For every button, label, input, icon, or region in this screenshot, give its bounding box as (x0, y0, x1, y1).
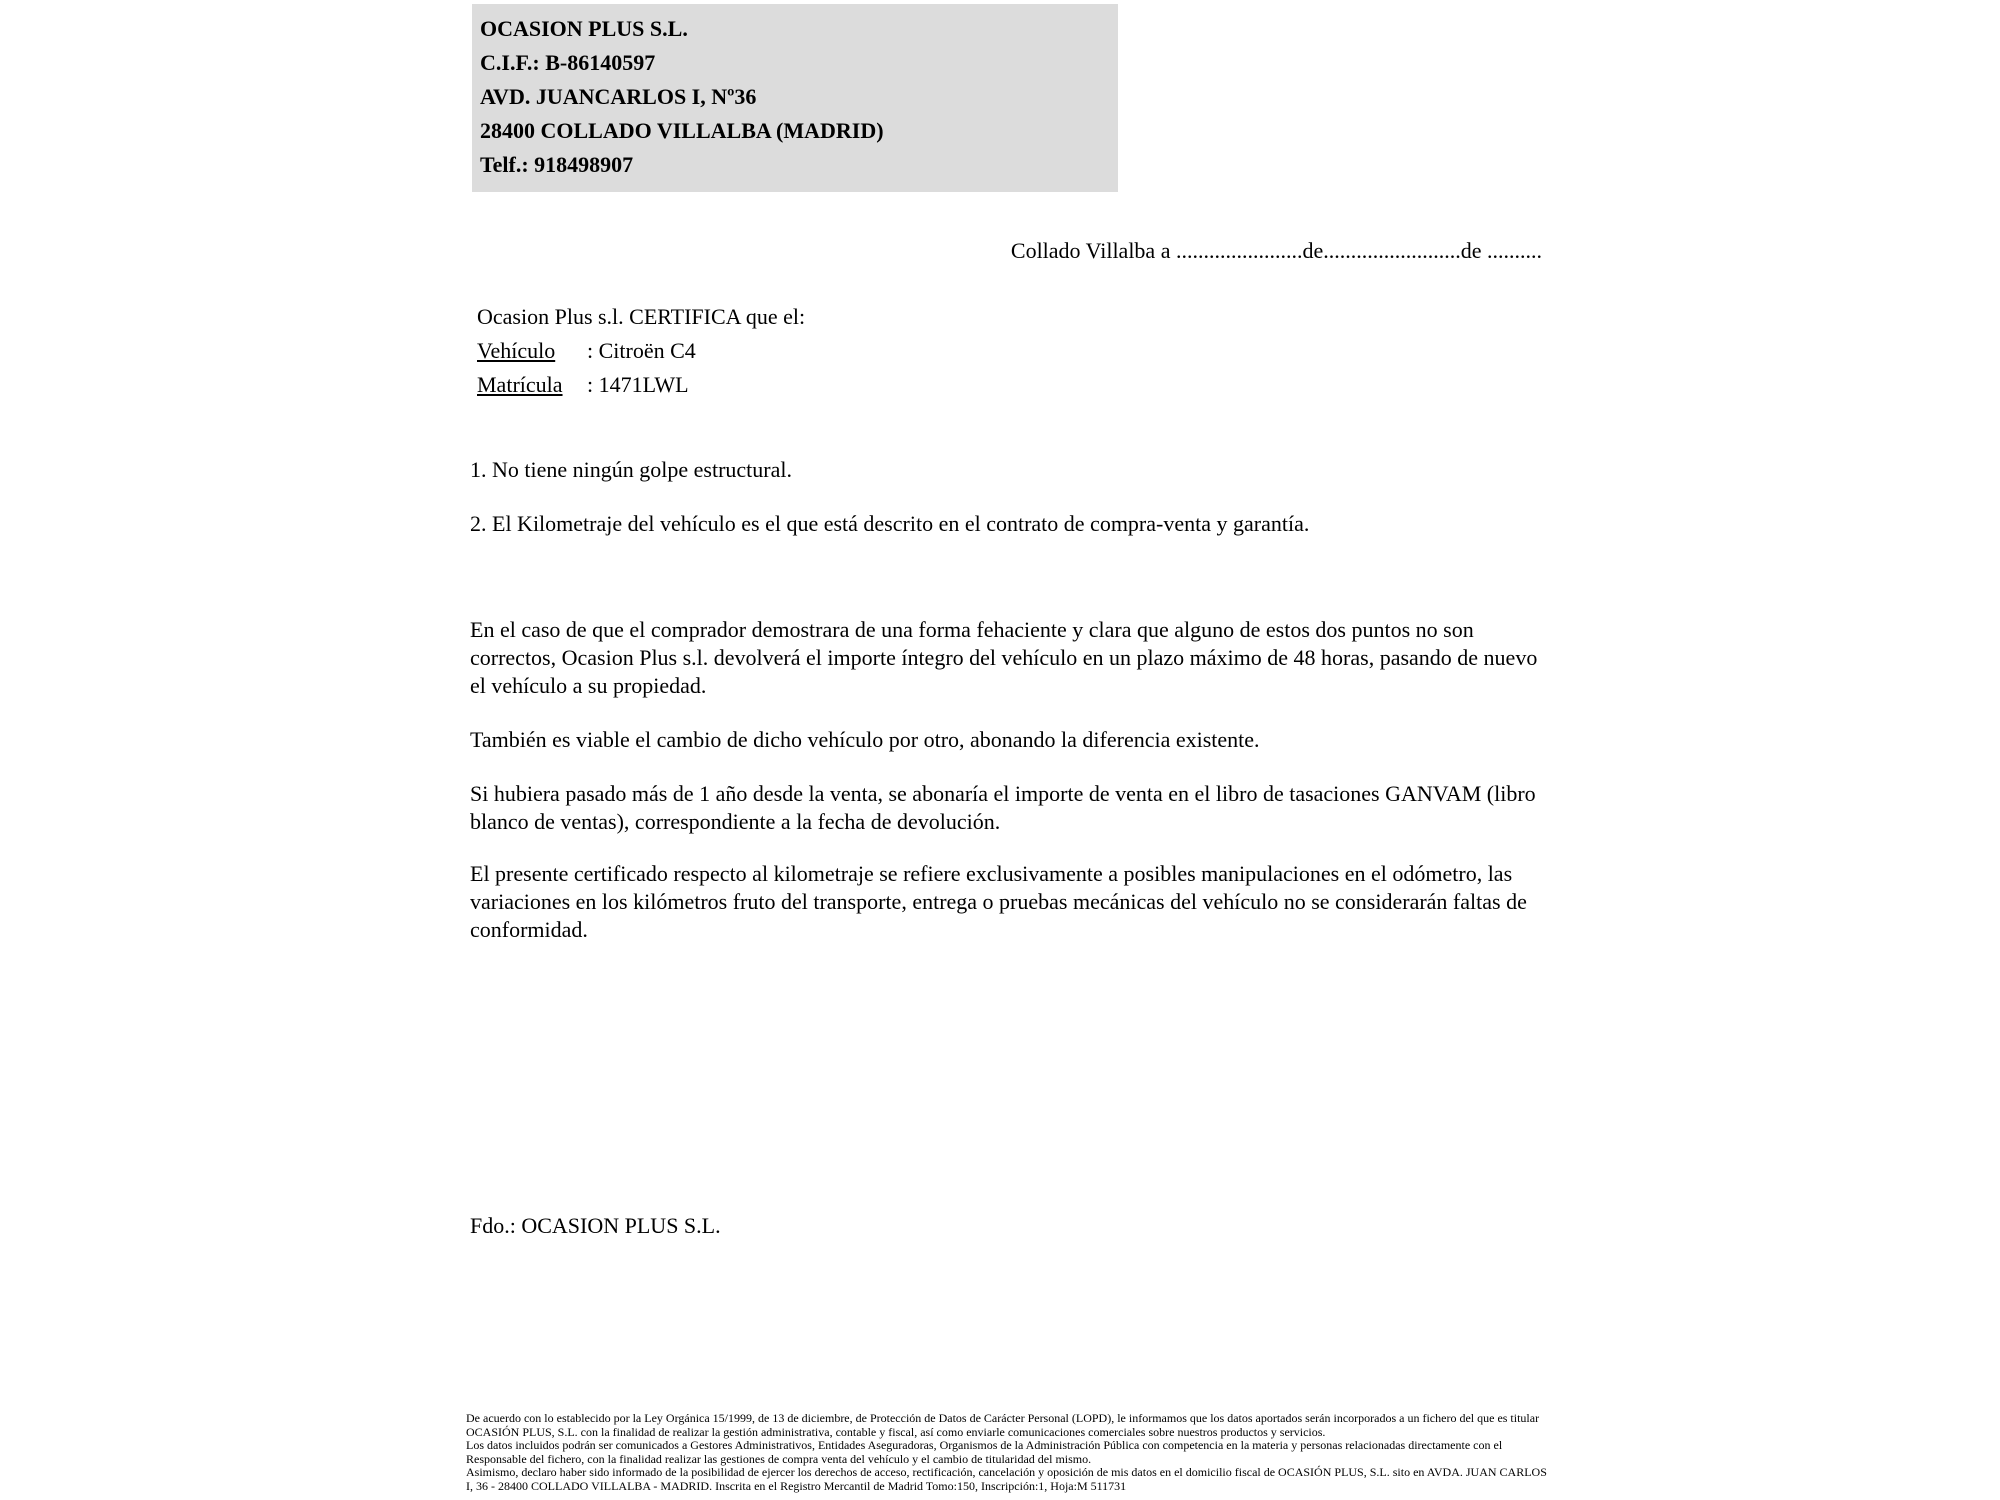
paragraph-ganvam-valuation: Si hubiera pasado más de 1 año desde la venta, se abonaría el importe de venta en el libro de tasaciones GANVAM (libro blanco de ventas), correspondiente a la fecha de devolución. (470, 781, 1536, 834)
paragraph-refund-terms: En el caso de que el comprador demostrara de una forma fehaciente y clara que alguno de estos dos puntos no son correctos, Ocasion Plus s.l. devolverá el importe íntegro del vehículo en un plazo máximo de 48 horas, pasando de nuevo el vehículo a su propiedad. (470, 617, 1538, 698)
plate-value: : 1471LWL (587, 372, 689, 397)
company-cif: C.I.F.: B-86140597 (480, 50, 656, 75)
letterhead (472, 4, 1118, 192)
legal-footer (466, 1412, 1552, 1493)
vehicle-row (477, 334, 805, 368)
plate-label: Matrícula (477, 372, 563, 397)
paragraph-odometer-disclaimer: El presente certificado respecto al kilometraje se refiere exclusivamente a posibles manipulaciones en el odómetro, las variaciones en los kilómetros fruto del transporte, entrega o pruebas mecánicas del vehículo no se considerarán faltas de conformidad. (470, 861, 1527, 942)
date-line: Collado Villalba a .......................de.........................de .......... (1010, 238, 1542, 263)
company-name: OCASION PLUS S.L. (480, 16, 688, 41)
certify-intro: Ocasion Plus s.l. CERTIFICA que el: (477, 304, 806, 329)
certified-point-1: 1. No tiene ningún golpe estructural. (470, 457, 792, 482)
plate-row (477, 368, 805, 402)
legal-paragraph-data-sharing: Los datos incluidos podrán ser comunicados a Gestores Administrativos, Entidades Aseguradoras, Organismos de la Administración Pública con competencia en la materia y personas relacionadas directamente con el Responsable del fichero, con la finalidad realizar las gestiones de compra venta del vehículo y el cambio de titularidad del mismo. (466, 1438, 1503, 1466)
company-address: AVD. JUANCARLOS I, Nº36 (480, 84, 757, 109)
paragraph-exchange-option: También es viable el cambio de dicho vehículo por otro, abonando la diferencia existente. (470, 727, 1260, 752)
legal-paragraph-rights: Asimismo, declaro haber sido informado de la posibilidad de ejercer los derechos de acceso, rectificación, cancelación y oposición de mis datos en el domicilio fiscal de OCASIÓN PLUS, S.L. sito en AVDA. JUAN CARLOS I, 36 - 28400 COLLADO VILLALBA - MADRID. Inscrita en el Registro Mercantil de Madrid Tomo:150, Inscripción:1, Hoja:M 511731 (466, 1465, 1547, 1493)
vehicle-label: Vehículo (477, 338, 556, 363)
company-phone: Telf.: 918498907 (480, 152, 634, 177)
signature-line: Fdo.: OCASION PLUS S.L. (470, 1213, 721, 1238)
certification-block (477, 300, 805, 402)
vehicle-value: : Citroën C4 (587, 338, 696, 363)
company-city: 28400 COLLADO VILLALBA (MADRID) (480, 118, 884, 143)
certified-point-2: 2. El Kilometraje del vehículo es el que está descrito en el contrato de compra-venta y garantía. (470, 511, 1310, 536)
legal-paragraph-lopd: De acuerdo con lo establecido por la Ley Orgánica 15/1999, de 13 de diciembre, de Protección de Datos de Carácter Personal (LOPD), le informamos que los datos aportados serán incorporados a un fichero del que es titular OCASIÓN PLUS, S.L. con la finalidad de realizar la gestión administrativa, contable y fiscal, así como enviarle comunicaciones comerciales sobre nuestros productos y servicios. (466, 1411, 1540, 1439)
